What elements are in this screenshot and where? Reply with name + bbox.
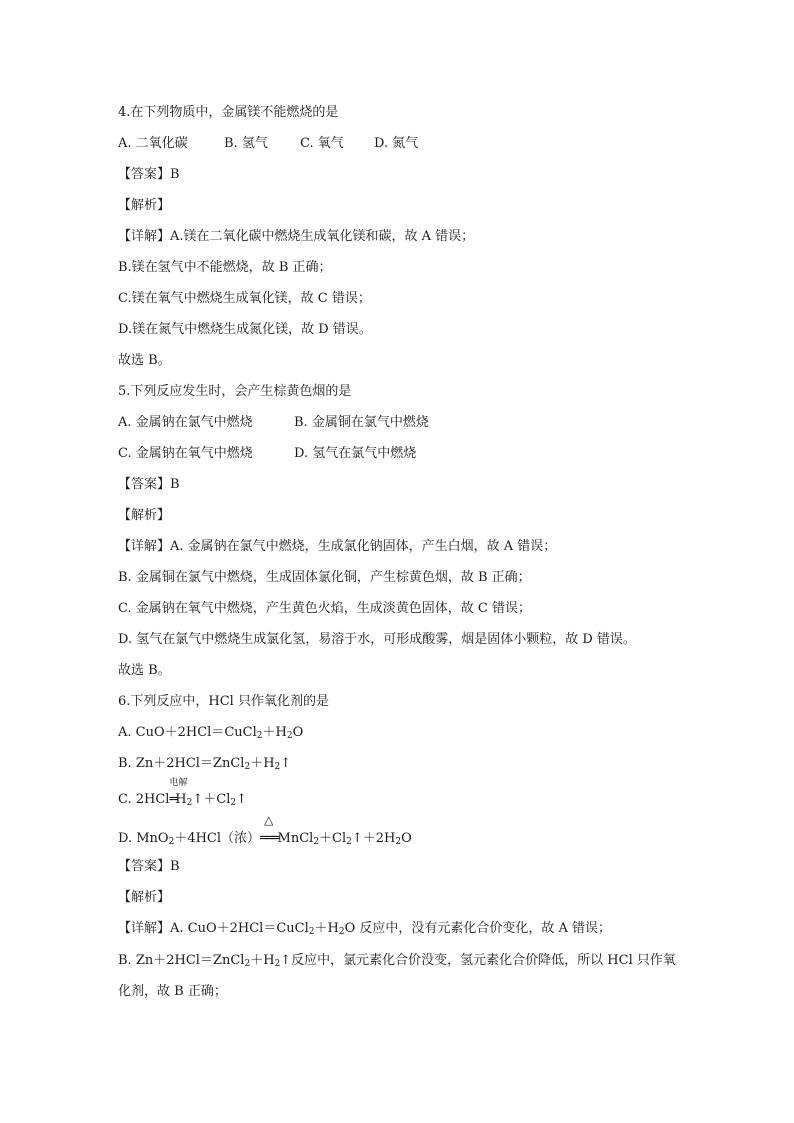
q4-detail-c: C.镁在氧气中燃烧生成氧化镁，故 C 错误； — [118, 291, 371, 306]
q4-option-a: A. 二氧化碳 — [118, 136, 188, 151]
q4-option-b: B. 氢气 — [224, 136, 268, 151]
q5-conclusion: 故选 B。 — [118, 663, 171, 678]
q5-detail-d: D. 氢气在氯气中燃烧生成氯化氢，易溶于水，可形成酸雾，烟是固体小颗粒，故 D 错误。 — [118, 632, 636, 647]
q4-analysis: 【解析】 — [118, 198, 171, 213]
q5-answer: 【答案】B — [118, 477, 180, 492]
heat-condition: △ ═══ — [260, 813, 278, 846]
q6-detail-b: B. $Zn+2HCl=ZnCl_2+H_2↑$反应中，氯元素化合价没变，氢元素化合价降低，所以 HCl 只作氧化剂，故 B 正确； — [118, 953, 676, 999]
q5-options-row1 — [118, 413, 688, 444]
q6-answer: 【答案】B — [118, 859, 180, 874]
q5-option-d: D. 氢气在氯气中燃烧 — [294, 446, 417, 461]
q5-detail-b: B. 金属铜在氯气中燃烧，生成固体氯化铜，产生棕黄色烟，故 B 正确； — [118, 570, 531, 585]
q4-detail-d: D.镁在氮气中燃烧生成氮化镁，故 D 错误。 — [118, 322, 372, 337]
q4-option-c: C. 氧气 — [300, 136, 344, 151]
q6-option-d: D. MnO$_2$＋4HCl（浓） △ $═══MnCl_2+Cl_2↑+2H_2O$ — [118, 813, 412, 847]
q6-option-b: B. $Zn+2HCl=ZnCl_2+H_2↑$ — [118, 756, 292, 772]
q5-option-a: A. 金属钠在氯气中燃烧 — [118, 415, 253, 430]
q6-stem: 6.下列反应中，HCl 只作氧化剂的是 — [118, 694, 329, 709]
q5-detail-c: C. 金属钠在氧气中燃烧，产生黄色火焰，生成淡黄色固体，故 C 错误； — [118, 601, 531, 616]
q4-options — [118, 134, 688, 165]
q5-option-b: B. 金属铜在氯气中燃烧 — [294, 415, 429, 430]
q5-stem: 5.下列反应发生时，会产生棕黄色烟的是 — [118, 384, 352, 399]
q4-answer: 【答案】B — [118, 167, 180, 182]
q5-options-row2 — [118, 444, 688, 475]
q5-analysis: 【解析】 — [118, 508, 171, 523]
q4-conclusion: 故选 B。 — [118, 353, 171, 368]
q5-detail-a: 【详解】A. 金属钠在氯气中燃烧，生成氯化钠固体，产生白烟，故 A 错误； — [118, 539, 557, 554]
q4-option-d: D. 氮气 — [374, 136, 419, 151]
q4-detail-b: B.镁在氢气中不能燃烧，故 B 正确； — [118, 260, 332, 275]
q6-detail-a: 【详解】A. $CuO+2HCl=CuCl_2+H_2O$ 反应中，没有元素化合价变化，故 A 错误； — [118, 921, 612, 937]
q4-stem: 4.在下列物质中，金属镁不能燃烧的是 — [118, 105, 339, 120]
q6-option-a: A. $CuO+2HCl=CuCl_2+H_2O$ — [118, 725, 304, 741]
q6-option-c: C. 2HCl 电解 $═H_2↑+Cl_2↑$ — [118, 778, 248, 808]
q6-analysis: 【解析】 — [118, 890, 171, 905]
q4-detail-a: 【详解】A.镁在二氧化碳中燃烧生成氧化镁和碳，故 A 错误； — [118, 229, 475, 244]
document-content — [118, 103, 688, 1007]
electrolysis-condition: 电解 ═ — [169, 778, 188, 807]
q5-option-c: C. 金属钠在氧气中燃烧 — [118, 446, 253, 461]
